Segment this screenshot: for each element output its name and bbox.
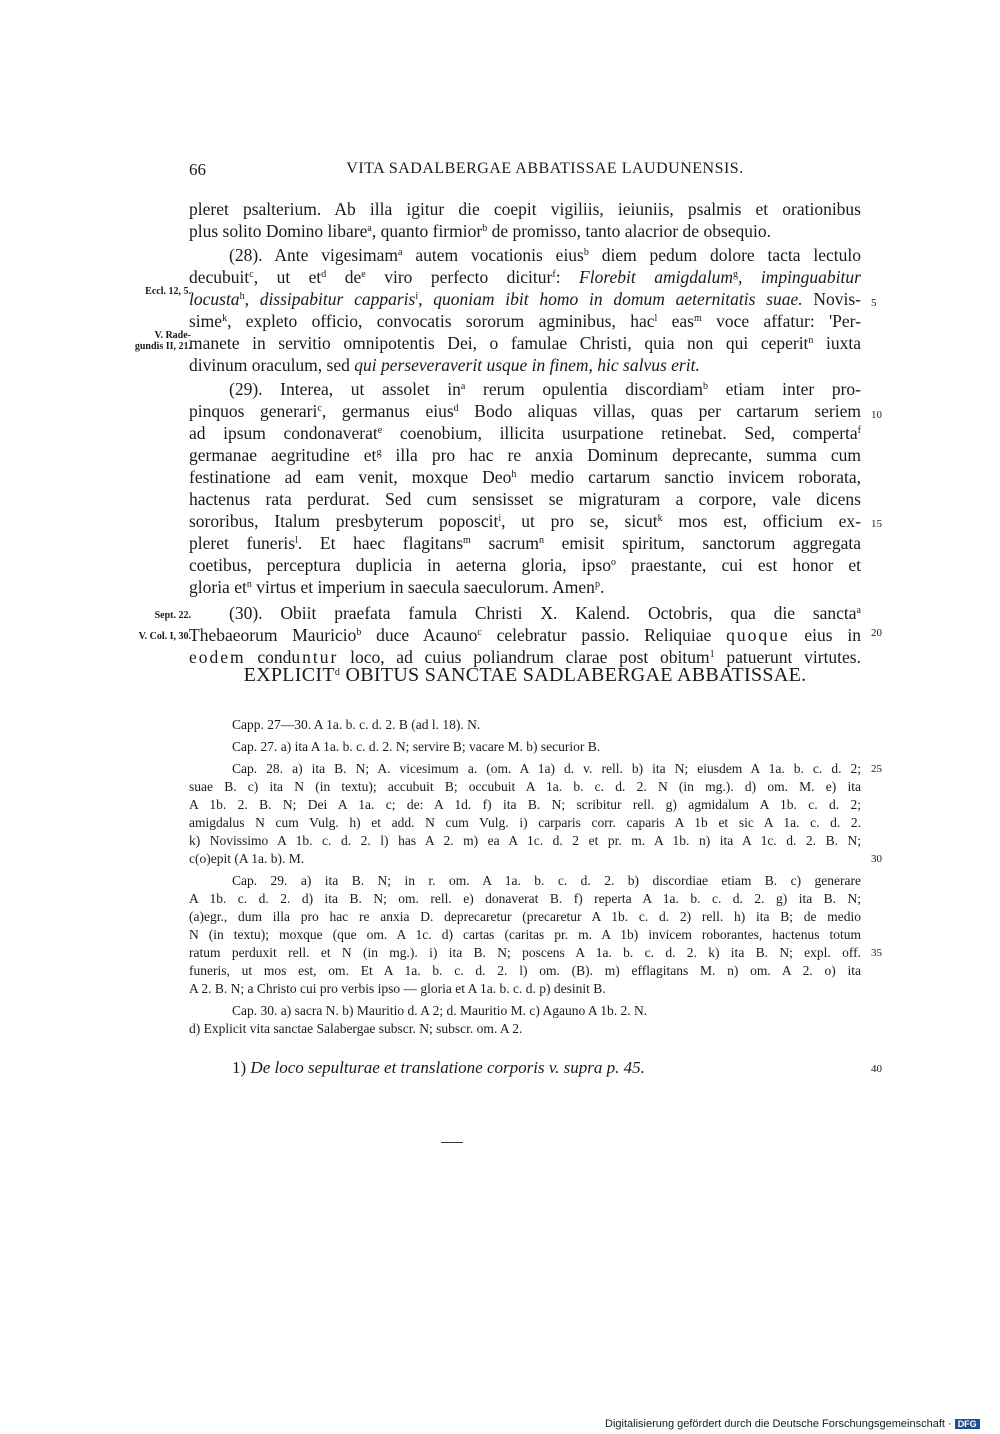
text-line: plus solito Domino libare$^a$, quanto firmior$^b$ de promisso, tanto alacrior de obsequio. [189,221,772,241]
apparatus-line: amigdalus N cum Vulg. h) et add. N cum Vulg. i) carparis corr. caparis A 1b et sic A 1a. c. d. 2. [189,815,861,830]
dfg-logo: DFG [955,1419,980,1429]
apparatus-line-number: 25 [871,763,882,775]
text-line: (29). Interea, ut assolet $in^a$ rerum opulentia discordiam$^b$ etiam inter pro- [229,379,861,399]
line-number: 5 [871,297,877,309]
text-line: (28). Ante vigesimam$^a$ autem vocationis eius$^b$ diem pedum dolore tacta lectulo [229,245,861,265]
line-number: 15 [871,518,882,530]
credit-text: Digitalisierung gefördert durch die Deutsche Forschungsgemeinschaft · [605,1418,952,1430]
text-line: Thebaeorum Mauricio$^b$ duce Acauno$^c$ celebratur passio. Reliquiae quoque eius in [189,625,861,645]
text-line: germanae aegritudine $et^g$ illa pro hac re anxia Dominum deprecante, summa cum [189,445,862,465]
text-line: gloria $et^n$ virtus et imperium in saecula saeculorum. Amen$^p$. [189,577,605,597]
text-line: (30). Obiit praefata famula Christi X. Kalend. Octobris, qua die sancta$^a$ [229,603,861,623]
footnote-number: 1) [232,1058,247,1077]
footnote-text: De loco sepulturae et translatione corporis v. supra p. 45. [250,1058,645,1077]
margin-ref-rade-1: V. Rade- [154,330,191,341]
apparatus-line: Cap. 28. a) ita B. N; A. vicesimum a. (om. A 1a) d. v. rell. b) ita N; eiusdem A 1a. b. c. d. 2; [232,761,861,776]
margin-ref-eccl: Eccl. 12, 5. [145,286,191,297]
margin-ref-vcol: V. Col. I, 30. [138,631,191,642]
page-title: VITA SADALBERGAE ABBATISSAE LAUDUNENSIS. [346,160,744,177]
apparatus-line: A 1b. c. d. 2. d) ita B. N; om. rell. e) donaverat B. f) reperta A 1a. b. c. d. 2. g) ita B. N; [189,891,861,906]
margin-ref-sept: Sept. 22. [154,610,191,621]
text-line: festinatione ad eam venit, moxque Deo$^h$ medio cartarum sanctio invicem roborata, [189,467,861,487]
explicit-heading: EXPLICIT$^d$ OBITUS SANCTAE SADLABERGAE ABBATISSAE. [243,664,807,686]
apparatus-line: Cap. 30. a) sacra N. b) Mauritio d. A 2; d. Mauritio M. c) Agauno A 1b. 2. N. [232,1003,648,1018]
text-line: coetibus, perceptura duplicia in aeterna gloria, ipso$^o$ praestante, cui est honor et [189,555,861,575]
apparatus-line: A 2. B. N; a Christo cui pro verbis ipso — gloria et A 1a. b. c. d. p) desinit B. [189,981,606,996]
line-number: 10 [871,409,882,421]
text-line: eodem conduntur loco, ad cuius poliandrum clarae post obitum$^1$ patuerunt virtutes. [189,647,861,667]
apparatus-line: A 1b. 2. B. N; Dei A 1a. c; de: A 1d. f) ita B. N; scribitur rell. g) agmidalum A 1b. c. d. 2; [189,797,861,812]
text-line: locusta$^h$, dissipabitur capparis$^i$, quoniam ibit homo in domum aeternitatis suae. Novis- [189,289,862,309]
apparatus-line: suae B. c) ita N (in textu); accubuit B; occubuit A 1a. b. c. d. 2. N (in mg.). d) om. M. e) ita [189,779,861,794]
margin-ref-rade-2: gundis II, 21. [134,341,191,352]
footnote [232,1058,861,1078]
apparatus-line: funeris, ut mos est, om. Et A 1a. b. c. d. 2. l) om. (B). m) efflagitans M. n) om. A 2. o) ita [189,963,861,978]
text-line: manete in servitio omnipotentis Dei, o famulae Christi, quia non qui ceperit$^n$ iuxta [189,333,861,353]
text-line: decubuit$^c$, ut $et^d$ $de^e$ viro perfecto dicitur$^f$: Florebit amigdalum$^g$, impinguabitur [189,267,861,287]
apparatus-line-number: 35 [871,947,882,959]
text-line: hactenus rata perdurat. Sed cum sensisset se migraturam a corpore, vale dicens [189,489,861,509]
apparatus-line: (a)egr., dum illa pro hac re anxia D. deprecaretur (precaretur A 1b. c. d. 2) rell. h) ita B; de medio [189,909,861,924]
digitization-credit [605,1418,980,1430]
text-line: pleret funeris$^l$. Et haec flagitans$^m$ sacrum$^n$ emisit spiritum, sanctorum aggregata [189,533,861,553]
text-line: sime$^k$, expleto officio, convocatis sororum agminibus, hac$^l$ eas$^m$ voce affatur: 'Per- [189,311,861,331]
apparatus-line: N (in textu); moxque (que om. A 1c. d) cartas (caritas pr. m. A 1b) invicem roborantes, hactenus totum [189,927,861,942]
apparatus-line-number: 30 [871,853,882,865]
text-line: sororibus, Italum presbyterum poposcit$^i$, ut pro se, sicut$^k$ mos est, officium ex- [189,511,861,531]
end-rule [441,1142,463,1143]
apparatus-line-number: 40 [871,1063,882,1075]
apparatus-line: k) Novissimo A 1b. c. d. 2. l) has A 2. m) ea A 1c. d. 2 et pr. m. A 1b. n) ita A 1c. d. 2. B. N; [189,833,861,848]
text-line: divinum oraculum, sed qui perseveraverit usque in finem, hic salvus erit. [189,355,700,375]
text-line: pleret psalterium. Ab illa igitur die coepit vigiliis, ieiuniis, psalmis et orationibus [189,199,861,219]
text-line: pinquos generari$^c$, germanus eius$^d$ Bodo aliquas villas, quas per cartarum seriem [189,401,861,421]
apparatus-line: ratum perduxit rell. et N (in mg.). i) ita B. N; poscens A 1a. b. c. d. 2. k) ita B. N; expl. off. [189,945,861,960]
running-header [189,160,861,184]
apparatus-line: Capp. 27—30. A 1a. b. c. d. 2. B (ad l. 18). N. [232,717,481,732]
apparatus-line: Cap. 29. a) ita B. N; in r. om. A 1a. b. c. d. 2. b) discordiae etiam B. c) generare [232,873,861,888]
apparatus-line: Cap. 27. a) ita A 1a. b. c. d. 2. N; servire B; vacare M. b) securior B. [232,739,601,754]
apparatus-line: d) Explicit vita sanctae Salabergae subscr. N; subscr. om. A 2. [189,1021,523,1036]
line-number: 20 [871,627,882,639]
text-line: ad ipsum condonaverat$^e$ coenobium, illicita usurpatione retinebat. Sed, comperta$^f$ [189,423,862,443]
apparatus-line: c(o)epit (A 1a. b). M. [189,851,305,866]
page-number: 66 [189,160,206,179]
